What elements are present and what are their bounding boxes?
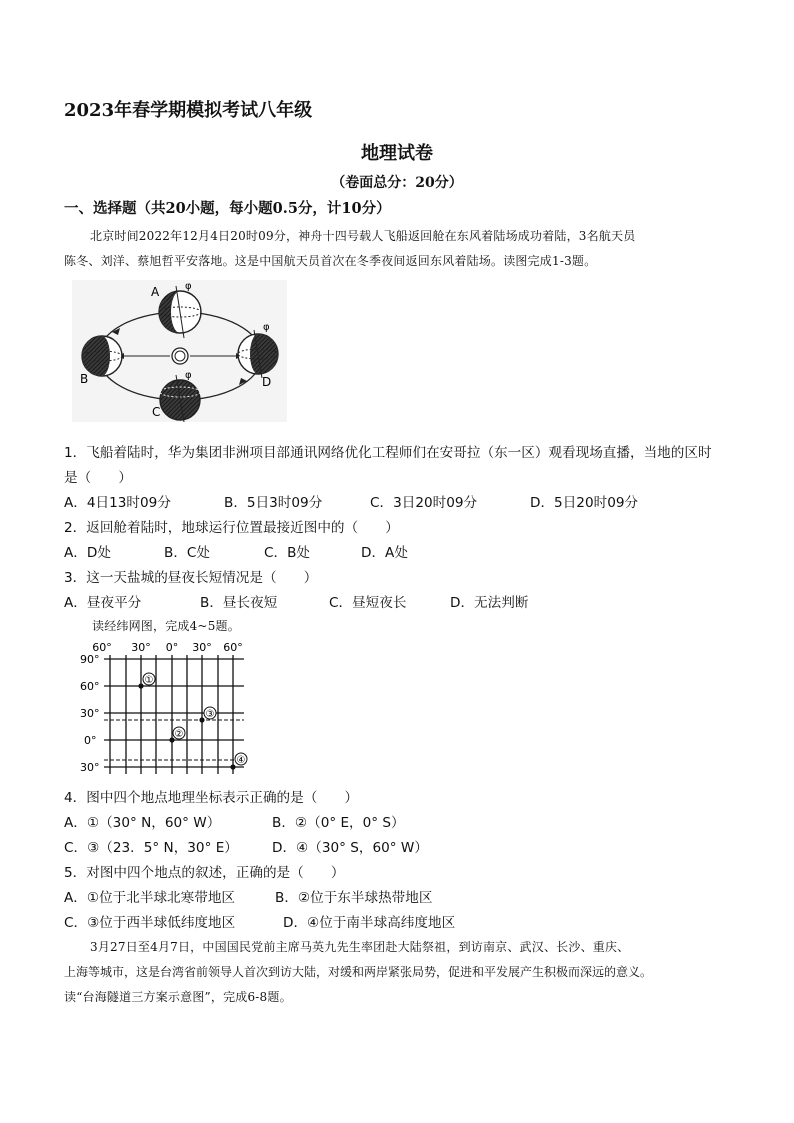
question-1-option-b[interactable]: B．5日3时09分 <box>224 495 323 511</box>
lon-label-30w: 30° <box>131 641 151 654</box>
question-4-option-d[interactable]: D．④（30° S，60° W） <box>272 840 428 856</box>
lat-label-30n: 30° <box>80 707 100 720</box>
orbit-label-b: B <box>80 372 89 386</box>
svg-text:③: ③ <box>205 709 215 720</box>
intro-3-line-2: 上海等城市，这是台湾省前领导人首次到访大陆，对缓和两岸紧张局势，促进和平发展产生积极而深远的意义。 <box>64 965 653 979</box>
question-2-option-d[interactable]: D．A处 <box>361 545 408 561</box>
lon-label-60w: 60° <box>92 641 112 654</box>
section-1-title: 一、选择题（共20小题，每小题0.5分，计10分） <box>64 200 391 217</box>
question-1-option-a[interactable]: A．4日13时09分 <box>64 495 171 511</box>
lat-lon-grid-diagram <box>78 637 258 777</box>
question-2-option-b[interactable]: B．C处 <box>164 545 211 561</box>
question-4-stem: 4．图中四个地点地理坐标表示正确的是（ ） <box>64 790 359 806</box>
question-1-stem-line-2: 是（ ） <box>64 470 132 486</box>
orbit-label-a: A <box>151 285 160 299</box>
lon-label-60e: 60° <box>223 641 243 654</box>
question-5-option-b[interactable]: B．②位于东半球热带地区 <box>275 890 433 906</box>
question-1-option-c[interactable]: C．3日20时09分 <box>370 495 478 511</box>
question-2-option-a[interactable]: A．D处 <box>64 545 111 561</box>
intro-1-line-2: 陈冬、刘洋、蔡旭哲平安落地。这是中国航天员首次在冬季夜间返回东风着陆场。读图完成1-3题。 <box>64 254 597 268</box>
question-3-option-d[interactable]: D．无法判断 <box>450 595 529 611</box>
question-5-option-a[interactable]: A．①位于北半球北寒带地区 <box>64 890 236 906</box>
question-1-stem-line-1: 1．飞船着陆时，华为集团非洲项目部通讯网络优化工程师们在安哥拉（东一区）观看现场直播，当地的区时 <box>64 445 712 461</box>
lon-label-30e: 30° <box>192 641 212 654</box>
intro-3-line-1: 3月27日至4月7日，中国国民党前主席马英九先生率团赴大陆祭祖，到访南京、武汉、长沙、重庆、 <box>90 940 630 954</box>
lat-label-0: 0° <box>84 734 97 747</box>
lat-label-30s: 30° <box>80 761 100 774</box>
svg-text:④: ④ <box>236 755 246 766</box>
lat-label-90n: 90° <box>80 653 100 666</box>
total-score-note: （卷面总分：20分） <box>331 175 463 191</box>
exam-school-title: 2023年春学期模拟考试八年级 <box>64 100 313 121</box>
question-4-option-a[interactable]: A．①（30° N，60° W） <box>64 815 221 831</box>
svg-text:φ: φ <box>263 322 270 333</box>
question-5-stem: 5．对图中四个地点的叙述，正确的是（ ） <box>64 865 345 881</box>
question-4-option-b[interactable]: B．②（0° E，0° S） <box>272 815 405 831</box>
svg-text:①: ① <box>144 675 154 686</box>
intro-3-line-3: 读“台海隧道三方案示意图”，完成6-8题。 <box>64 990 292 1004</box>
lat-label-60n: 60° <box>80 680 100 693</box>
question-3-option-a[interactable]: A．昼夜平分 <box>64 595 142 611</box>
svg-text:φ: φ <box>185 370 192 381</box>
exam-subject-title: 地理试卷 <box>361 143 433 164</box>
question-5-option-c[interactable]: C．③位于西半球低纬度地区 <box>64 915 236 931</box>
question-2-option-c[interactable]: C．B处 <box>264 545 311 561</box>
question-3-stem: 3．这一天盐城的昼夜长短情况是（ ） <box>64 570 318 586</box>
intro-1-line-1: 北京时间2022年12月4日20时09分，神舟十四号载人飞船返回舱在东风着陆场成功着陆，3名航天员 <box>90 229 636 243</box>
question-3-option-b[interactable]: B．昼长夜短 <box>200 595 278 611</box>
svg-text:φ: φ <box>185 281 192 292</box>
question-2-stem: 2．返回舱着陆时，地球运行位置最接近图中的（ ） <box>64 520 399 536</box>
intro-2-line-1: 读经纬网图，完成4~5题。 <box>92 619 240 633</box>
earth-orbit-diagram <box>72 280 287 422</box>
svg-text:②: ② <box>174 729 184 740</box>
question-1-option-d[interactable]: D．5日20时09分 <box>530 495 639 511</box>
question-5-option-d[interactable]: D．④位于南半球高纬度地区 <box>283 915 456 931</box>
orbit-label-c: C <box>152 405 161 419</box>
question-4-option-c[interactable]: C．③（23．5° N，30° E） <box>64 840 238 856</box>
sun-icon <box>172 348 188 364</box>
lon-label-0: 0° <box>165 641 179 654</box>
question-3-option-c[interactable]: C．昼短夜长 <box>329 595 407 611</box>
orbit-label-d: D <box>262 375 272 389</box>
